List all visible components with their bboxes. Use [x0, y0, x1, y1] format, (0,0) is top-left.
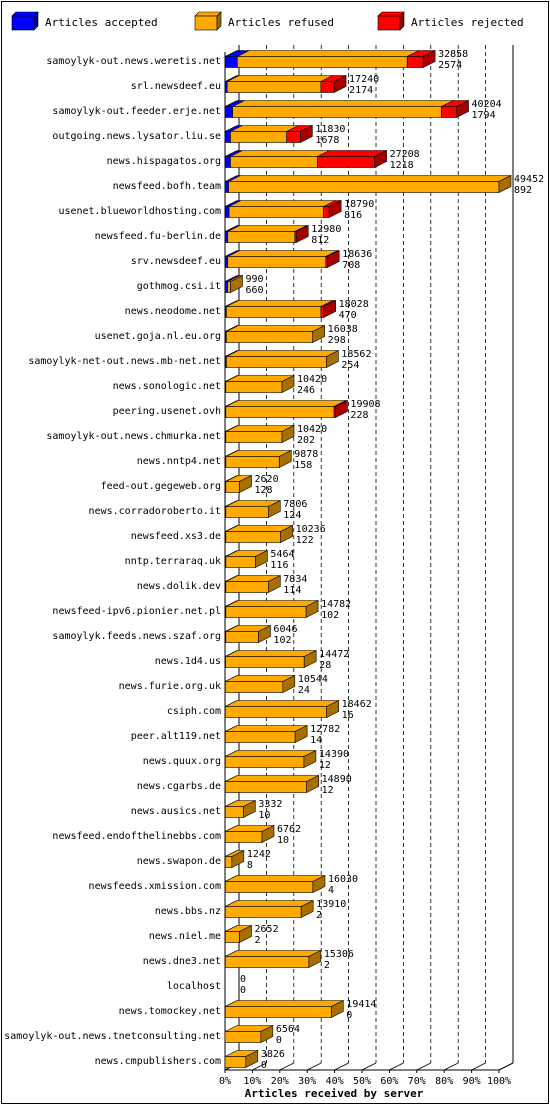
category-label: peering.usenet.ovh — [112, 406, 221, 417]
bar-refused-top — [226, 326, 324, 332]
value-label-total: 12980 — [311, 224, 342, 235]
value-label-accepted: 470 — [338, 310, 357, 321]
bar-refused — [226, 582, 268, 593]
bar-row — [225, 501, 280, 518]
value-label-total: 5464 — [270, 549, 295, 560]
grid-foot — [335, 1063, 349, 1070]
value-label-total: 6762 — [276, 824, 302, 835]
category-label: news.nntp4.net — [136, 456, 221, 467]
bar-refused — [229, 207, 324, 218]
value-label-total: 14890 — [321, 774, 352, 785]
bar-refused — [226, 457, 279, 468]
bar-row — [225, 451, 291, 468]
legend-swatch — [195, 16, 217, 30]
category-label: newsfeed.fu-berlin.de — [94, 231, 221, 242]
bar-refused-top — [226, 651, 317, 657]
bar-row — [225, 401, 347, 418]
bar-row — [225, 626, 270, 643]
x-tick-label: 100% — [486, 1076, 512, 1087]
value-label-accepted: 10 — [258, 810, 271, 821]
value-label-total: 3826 — [260, 1049, 285, 1060]
bar-refused-top — [228, 251, 338, 257]
category-label: samoylyk-out.news.weretis.net — [46, 56, 221, 67]
bar-row — [225, 726, 307, 743]
value-label-total: 27208 — [389, 149, 420, 160]
value-label-total: 14390 — [318, 749, 350, 760]
bar-rejected — [318, 157, 375, 168]
value-label-total: 7806 — [283, 499, 308, 510]
bar-row — [225, 1026, 273, 1043]
bar-row — [225, 476, 252, 493]
bar-refused — [228, 232, 295, 243]
value-label-accepted: 116 — [270, 560, 289, 571]
value-label-accepted: 122 — [295, 535, 314, 546]
grid-foot — [280, 1063, 294, 1070]
category-label: news.swapon.de — [136, 856, 221, 867]
bar-row — [225, 576, 280, 593]
legend-swatch — [378, 16, 400, 30]
bar-row — [225, 351, 338, 368]
bar-accepted — [225, 257, 228, 268]
value-label-accepted: 228 — [350, 410, 369, 421]
stacked-bar-chart — [2, 2, 548, 1103]
value-label-total: 6046 — [273, 624, 298, 635]
bar-refused-top — [225, 751, 316, 757]
bar-refused-top — [230, 151, 329, 157]
bar-refused — [225, 832, 262, 843]
bar-refused-top — [225, 726, 307, 732]
bar-rejected — [287, 132, 301, 143]
bar-refused — [225, 782, 306, 793]
x-tick-label: 40% — [325, 1076, 344, 1087]
value-label-accepted: 892 — [514, 185, 533, 196]
value-label-total: 16030 — [327, 874, 359, 885]
category-label: samoylyk-out.news.tnetconsulting.net — [4, 1031, 221, 1042]
grid-foot — [499, 1063, 513, 1070]
value-label-accepted: 4 — [327, 885, 334, 896]
bar-refused — [225, 857, 232, 868]
bar-refused-top — [225, 901, 313, 907]
bar-row — [225, 851, 244, 868]
bar-row — [225, 101, 469, 118]
grid-foot — [307, 1063, 321, 1070]
value-label-total: 9878 — [294, 449, 319, 460]
bar-accepted — [225, 157, 230, 168]
grid-foot — [417, 1063, 431, 1070]
bar-rejected — [321, 307, 324, 318]
bar-accepted — [225, 282, 228, 293]
bar-refused-top — [225, 701, 338, 707]
bar-row — [225, 176, 511, 193]
value-label-total: 18562 — [341, 349, 372, 360]
bar-refused — [227, 82, 321, 93]
category-label: srv.newsdeef.eu — [130, 256, 221, 267]
x-tick-label: 30% — [298, 1076, 317, 1087]
bar-refused — [228, 257, 326, 268]
value-label-total: 13910 — [316, 899, 347, 910]
value-label-accepted: 0 — [275, 1035, 282, 1046]
value-label-accepted: 1218 — [389, 160, 414, 171]
value-label-accepted: 2 — [323, 960, 330, 971]
category-label: news.furie.org.uk — [118, 681, 221, 692]
bar-row — [225, 326, 325, 343]
bar-refused-top — [227, 76, 333, 82]
category-label: newsfeeds.xmission.com — [88, 881, 221, 892]
x-axis-label: Articles received by server — [244, 1087, 424, 1100]
category-label: news.ausics.net — [130, 806, 221, 817]
legend-item-0 — [12, 12, 158, 30]
category-label: newsfeed.xs3.de — [130, 531, 221, 542]
category-label: news.hispagatos.org — [106, 156, 221, 167]
bar-row — [225, 751, 316, 768]
bar-row — [225, 301, 336, 318]
bar-rejected — [321, 82, 334, 93]
category-label: news.bbs.nz — [154, 906, 221, 917]
bar-row — [225, 826, 274, 843]
bar-refused-top — [225, 1001, 343, 1007]
bar-row — [225, 226, 308, 243]
value-label-accepted: 24 — [297, 685, 310, 696]
bar-refused — [226, 332, 312, 343]
bar-refused — [226, 357, 326, 368]
legend-item-1 — [195, 12, 334, 30]
value-label-total: 32858 — [438, 49, 469, 60]
value-label-total: 18790 — [344, 199, 375, 210]
category-label: news.corradoroberto.it — [88, 506, 221, 517]
bar-refused — [225, 907, 301, 918]
value-label-accepted: 2 — [254, 935, 261, 946]
bar-refused-top — [229, 176, 511, 182]
value-label-total: 14472 — [319, 649, 350, 660]
bar-row — [225, 651, 316, 668]
category-label: samoylyk-out.news.chmurka.net — [46, 431, 221, 442]
bar-refused-top — [229, 201, 336, 207]
category-label: news.dolik.dev — [136, 581, 221, 592]
bar-refused — [226, 557, 256, 568]
category-label: samoylyk.feeds.news.szaf.org — [52, 631, 221, 642]
value-label-total: 0 — [240, 974, 247, 985]
value-label-total: 49452 — [514, 174, 545, 185]
bar-refused — [230, 132, 286, 143]
x-tick-label: 0% — [218, 1076, 232, 1087]
value-label-accepted: 10 — [276, 835, 290, 846]
bar-refused — [226, 632, 259, 643]
category-label: news.cgarbs.de — [136, 781, 221, 792]
x-tick-label: 50% — [352, 1076, 372, 1087]
bar-refused — [225, 882, 313, 893]
value-label-accepted: 2 — [316, 910, 323, 921]
value-label-total: 10236 — [295, 524, 326, 535]
bar-refused — [237, 57, 407, 68]
bar-row — [225, 926, 252, 943]
bar-refused — [225, 957, 309, 968]
category-label: peer.alt119.net — [130, 731, 221, 742]
bar-accepted — [225, 132, 230, 143]
bar-refused-top — [237, 51, 419, 57]
bar-refused-top — [233, 101, 454, 107]
category-label: usenet.blueworldhosting.com — [58, 206, 221, 217]
category-label: news.dne3.net — [142, 956, 221, 967]
bar-refused — [226, 432, 282, 443]
value-label-accepted: 298 — [327, 335, 346, 346]
bar-accepted — [225, 207, 229, 218]
bar-refused — [230, 157, 317, 168]
bar-refused-top — [225, 776, 318, 782]
bar-row — [225, 201, 341, 218]
value-label-accepted: 816 — [344, 210, 363, 221]
bar-refused-top — [226, 351, 338, 357]
grid-foot — [472, 1063, 486, 1070]
value-label-accepted: 2174 — [349, 85, 374, 96]
category-label: samoylyk-net-out.news.mb-net.net — [28, 356, 221, 367]
category-label: newsfeed-ipv6.pionier.net.pl — [52, 606, 221, 617]
bar-refused-top — [226, 401, 346, 407]
legend-label: Articles refused — [228, 16, 334, 29]
bar-accepted — [225, 232, 228, 243]
bar-row — [225, 951, 321, 968]
value-label-accepted: 124 — [283, 510, 302, 521]
bar-refused — [226, 407, 334, 418]
value-label-total: 10420 — [296, 424, 328, 435]
category-label: news.cmpublishers.com — [94, 1056, 221, 1067]
value-label-accepted: 102 — [273, 635, 292, 646]
value-label-accepted: 708 — [342, 260, 361, 271]
bar-accepted — [225, 107, 233, 118]
bar-row — [225, 376, 294, 393]
value-label-accepted: 246 — [296, 385, 316, 396]
bar-refused — [225, 707, 326, 718]
bar-refused-top — [226, 301, 333, 307]
bar-refused — [225, 932, 239, 943]
value-label-total: 18462 — [341, 699, 372, 710]
value-label-total: 18028 — [338, 299, 369, 310]
bar-refused-top — [225, 951, 321, 957]
bar-row — [225, 526, 293, 543]
value-label-accepted: 8 — [246, 860, 253, 871]
x-tick-label: 80% — [435, 1076, 454, 1087]
bar-refused-top — [226, 601, 318, 607]
category-label: srl.newsdeef.eu — [130, 81, 221, 92]
bar-refused — [228, 282, 231, 293]
chart-frame — [1, 1, 549, 1104]
value-label-total: 2652 — [254, 924, 279, 935]
legend-label: Articles rejected — [411, 16, 524, 29]
value-label-total: 10544 — [297, 674, 328, 685]
bar-accepted — [225, 82, 227, 93]
bar-row — [225, 126, 312, 143]
bar-row — [225, 51, 435, 68]
value-label-total: 16038 — [327, 324, 358, 335]
value-label-total: 15306 — [323, 949, 354, 960]
bar-row — [225, 551, 267, 568]
bar-refused-top — [225, 876, 325, 882]
bar-row — [225, 1051, 258, 1068]
category-label: gothmog.csi.it — [136, 281, 221, 292]
value-label-accepted: 128 — [254, 485, 273, 496]
category-label: localhost — [166, 981, 221, 992]
bar-refused — [226, 307, 321, 318]
bar-row — [225, 776, 319, 793]
category-label: news.sonologic.net — [112, 381, 221, 392]
x-tick-label: 90% — [462, 1076, 481, 1087]
category-label: news.niel.me — [148, 931, 221, 942]
bar-refused-top — [228, 226, 307, 232]
value-label-total: 40204 — [471, 99, 502, 110]
value-label-total: 14782 — [321, 599, 352, 610]
value-label-total: 12782 — [310, 724, 341, 735]
bar-rejected — [441, 107, 456, 118]
value-label-accepted: 0 — [346, 1010, 353, 1021]
value-label-accepted: 0 — [240, 985, 247, 996]
value-label-accepted: 102 — [321, 610, 340, 621]
value-label-accepted: 12 — [318, 760, 331, 771]
legend-swatch-top — [378, 12, 404, 16]
bar-rejected — [407, 57, 423, 68]
grid-foot — [444, 1063, 458, 1070]
bar-refused — [225, 1032, 261, 1043]
bar-refused — [226, 482, 240, 493]
value-label-total: 7834 — [283, 574, 308, 585]
value-label-accepted: 1794 — [471, 110, 496, 121]
bar-refused — [229, 182, 499, 193]
value-label-total: 990 — [245, 274, 264, 285]
bar-row — [225, 701, 339, 718]
value-label-accepted: 114 — [283, 585, 302, 596]
bar-refused — [225, 757, 304, 768]
category-label: news.tomockey.net — [118, 1006, 221, 1017]
bar-row — [225, 276, 242, 293]
value-label-total: 6564 — [275, 1024, 300, 1035]
category-label: nntp.terraraq.uk — [124, 556, 221, 567]
bar-rejected — [324, 207, 329, 218]
bar-refused — [225, 732, 295, 743]
value-label-accepted: 202 — [296, 435, 316, 446]
legend-swatch — [12, 16, 34, 30]
legend-swatch-top — [12, 12, 38, 16]
legend-swatch-top — [195, 12, 221, 16]
bar-refused — [226, 382, 282, 393]
value-label-accepted: 0 — [260, 1060, 267, 1071]
category-label: newsfeed.endofthelinebbs.com — [52, 831, 221, 842]
bar-refused — [225, 1057, 246, 1068]
value-label-accepted: 28 — [319, 660, 332, 671]
value-label-total: 10420 — [296, 374, 328, 385]
value-label-accepted: 812 — [311, 235, 330, 246]
category-label: feed-out.gegeweb.org — [100, 481, 221, 492]
x-tick-label: 20% — [270, 1076, 289, 1087]
bar-refused — [226, 532, 281, 543]
bar-refused — [225, 807, 243, 818]
value-label-total: 18636 — [342, 249, 373, 260]
bar-refused — [226, 507, 268, 518]
legend — [12, 12, 524, 30]
bar-row — [225, 76, 346, 93]
bar-row — [225, 801, 255, 818]
bar-row — [225, 901, 313, 918]
bar-row — [225, 601, 318, 618]
category-label: usenet.goja.nl.eu.org — [94, 331, 221, 342]
grid-foot — [389, 1063, 403, 1070]
x-tick-label: 70% — [407, 1076, 426, 1087]
category-label: news.neodome.net — [124, 306, 221, 317]
value-label-total: 1242 — [246, 849, 271, 860]
bar-refused — [225, 682, 283, 693]
category-label: samoylyk-out.feeder.erje.net — [52, 106, 221, 117]
bar-refused — [226, 607, 306, 618]
bar-refused — [226, 657, 305, 668]
value-label-accepted: 660 — [245, 285, 264, 296]
grid-foot — [362, 1063, 376, 1070]
x-tick-label: 60% — [380, 1076, 399, 1087]
value-label-total: 11830 — [315, 124, 346, 135]
value-label-accepted: 254 — [341, 360, 360, 371]
bar-refused — [233, 107, 442, 118]
value-label-total: 19414 — [346, 999, 377, 1010]
bar-accepted — [225, 182, 229, 193]
bar-row — [225, 676, 295, 693]
value-label-accepted: 14 — [310, 735, 323, 746]
value-label-accepted: 2574 — [438, 60, 463, 71]
bar-row — [225, 251, 339, 268]
value-label-accepted: 158 — [294, 460, 313, 471]
bar-row — [225, 1001, 343, 1018]
value-label-total: 19908 — [350, 399, 381, 410]
bar-refused — [225, 1007, 331, 1018]
value-label-accepted: 12 — [321, 785, 334, 796]
category-label: csiph.com — [166, 706, 221, 717]
legend-label: Articles accepted — [45, 16, 158, 29]
value-label-total: 2620 — [254, 474, 279, 485]
category-label: news.quux.org — [142, 756, 221, 767]
bar-row — [225, 151, 387, 168]
category-label: news.1d4.us — [154, 656, 221, 667]
value-label-total: 3332 — [258, 799, 283, 810]
bar-row — [225, 876, 325, 893]
value-label-accepted: 16 — [341, 710, 354, 721]
x-tick-label: 10% — [243, 1076, 262, 1087]
bar-row — [225, 426, 294, 443]
bar-accepted — [225, 57, 237, 68]
value-label-accepted: 1678 — [315, 135, 340, 146]
value-label-total: 17240 — [349, 74, 380, 85]
legend-item-2 — [378, 12, 524, 30]
category-label: outgoing.news.lysator.liu.se — [52, 131, 221, 142]
category-label: newsfeed.bofh.team — [112, 181, 221, 192]
